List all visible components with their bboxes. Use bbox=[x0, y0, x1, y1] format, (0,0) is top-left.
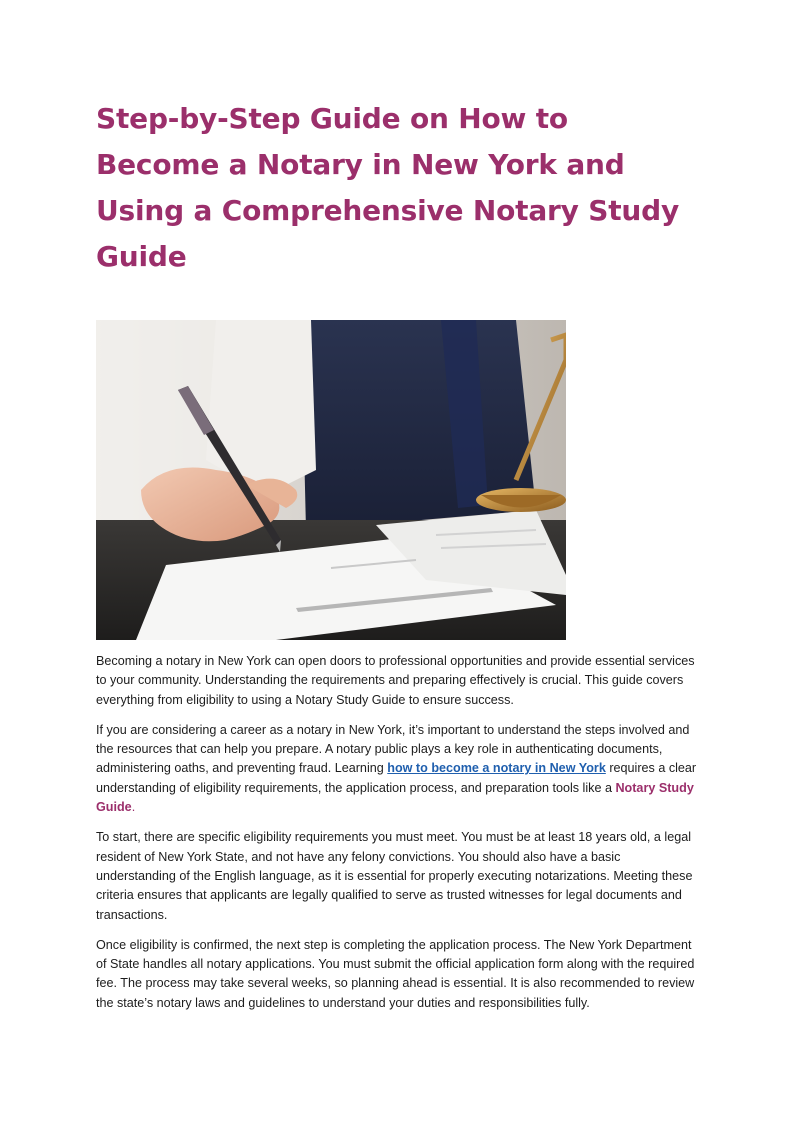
career-text-end: . bbox=[131, 800, 136, 815]
hand-signing-document-icon bbox=[96, 320, 566, 640]
page-title: Step-by-Step Guide on How to Become a Notary in New York and Using a Comprehensive Notary Study Guide bbox=[96, 102, 680, 273]
hero-image bbox=[96, 320, 566, 640]
notary-study-guide-highlight: Notary Study Guide bbox=[96, 780, 694, 815]
become-notary-link[interactable]: how to become a notary in New York bbox=[387, 761, 606, 776]
document-page bbox=[96, 96, 700, 1024]
career-text-middle: requires a clear understanding of eligibility requirements, the application process, and preparation tools like a bbox=[96, 761, 697, 795]
article-body bbox=[96, 652, 700, 1013]
career-text-start: If you are considering a career as a notary in New York, it’s important to understand the steps involved and the resources that can help you prepare. A notary public plays a key role in authenticating documents, administering oaths, and preventing fraud. Learning bbox=[96, 722, 690, 776]
intro-paragraph: Becoming a notary in New York can open doors to professional opportunities and provide essential services to your community. Understanding the requirements and preparing effectively is crucial. This guide covers everything from eligibility to using a Notary Study Guide to ensure success. bbox=[96, 654, 695, 707]
career-paragraph bbox=[96, 721, 700, 817]
eligibility-paragraph: To start, there are specific eligibility requirements you must meet. You must be at least 18 years old, a legal resident of New York State, and not have any felony convictions. You should also have a basic understanding of the English language, as it is essential for properly executing notarizations. Meeting these criteria ensures that applicants are legally qualified to serve as trusted witnesses for legal documents and transactions. bbox=[96, 830, 693, 922]
application-paragraph: Once eligibility is confirmed, the next step is completing the application process. The New York Department of State handles all notary applications. You must submit the official application form along with the required fee. The process may take several weeks, so planning ahead is essential. It is also recommended to review the state’s notary laws and guidelines to understand your duties and responsibilities fully. bbox=[96, 937, 695, 1010]
